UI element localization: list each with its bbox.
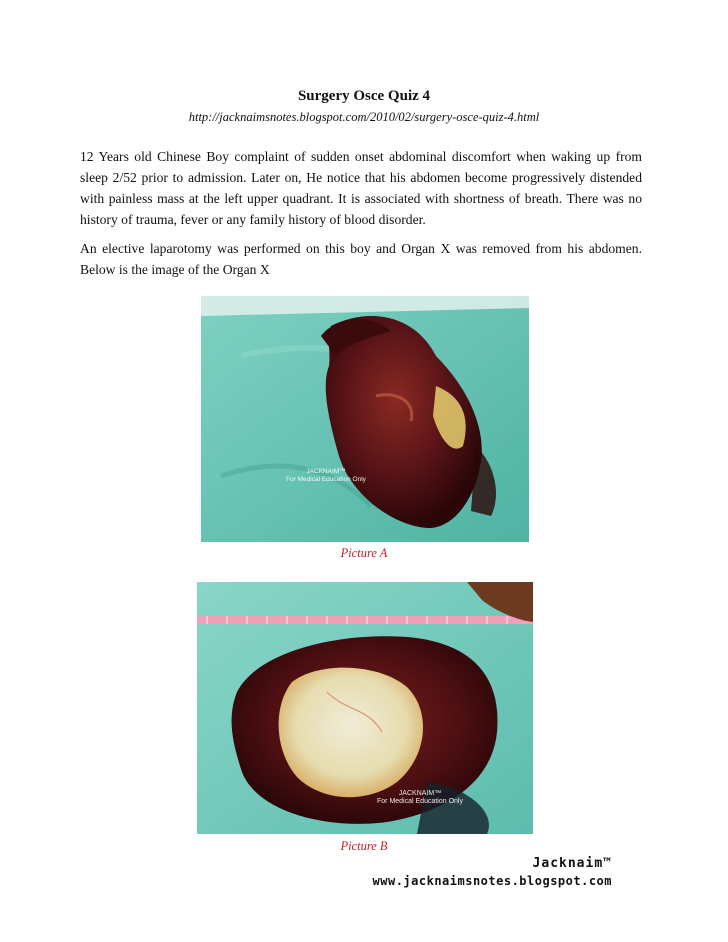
caption-picture-b: Picture B — [340, 839, 388, 853]
watermark-b — [365, 790, 475, 806]
watermark-a-line2: For Medical Education Only — [286, 476, 366, 483]
procedure-paragraph: An elective laparotomy was performed on this boy and Organ X was removed from his abdomen. Below is the image of the Organ X — [80, 241, 642, 277]
case-paragraph: 12 Years old Chinese Boy complaint of sudden onset abdominal discomfort when waking up from sleep 2/52 prior to admission. Later on, He notice that his abdomen become progressively distended with painless mass at the left upper quadrant. It is associated with shortness of breath. There was no history of trauma, fever or any family history of blood disorder. — [80, 149, 642, 227]
page-title: Surgery Osce Quiz 4 — [297, 88, 431, 104]
footer-brand: Jacknaim™ — [532, 856, 612, 871]
watermark-a-line1: JACKNAIM™ — [306, 468, 346, 475]
organ-photo-a-image — [201, 296, 529, 542]
watermark-a — [281, 468, 371, 484]
watermark-b-line1: JACKNAIM™ — [398, 790, 442, 797]
footer-site-link[interactable]: www.jacknaimsnotes.blogspot.com — [372, 874, 612, 888]
source-url-link[interactable]: http://jacknaimsnotes.blogspot.com/2010/02/surgery-osce-quiz-4.html — [188, 110, 540, 124]
organ-photo-b — [197, 582, 533, 834]
caption-picture-a: Picture A — [340, 546, 388, 560]
watermark-b-line2: For Medical Education Only — [377, 798, 463, 805]
organ-photo-a — [201, 296, 529, 542]
